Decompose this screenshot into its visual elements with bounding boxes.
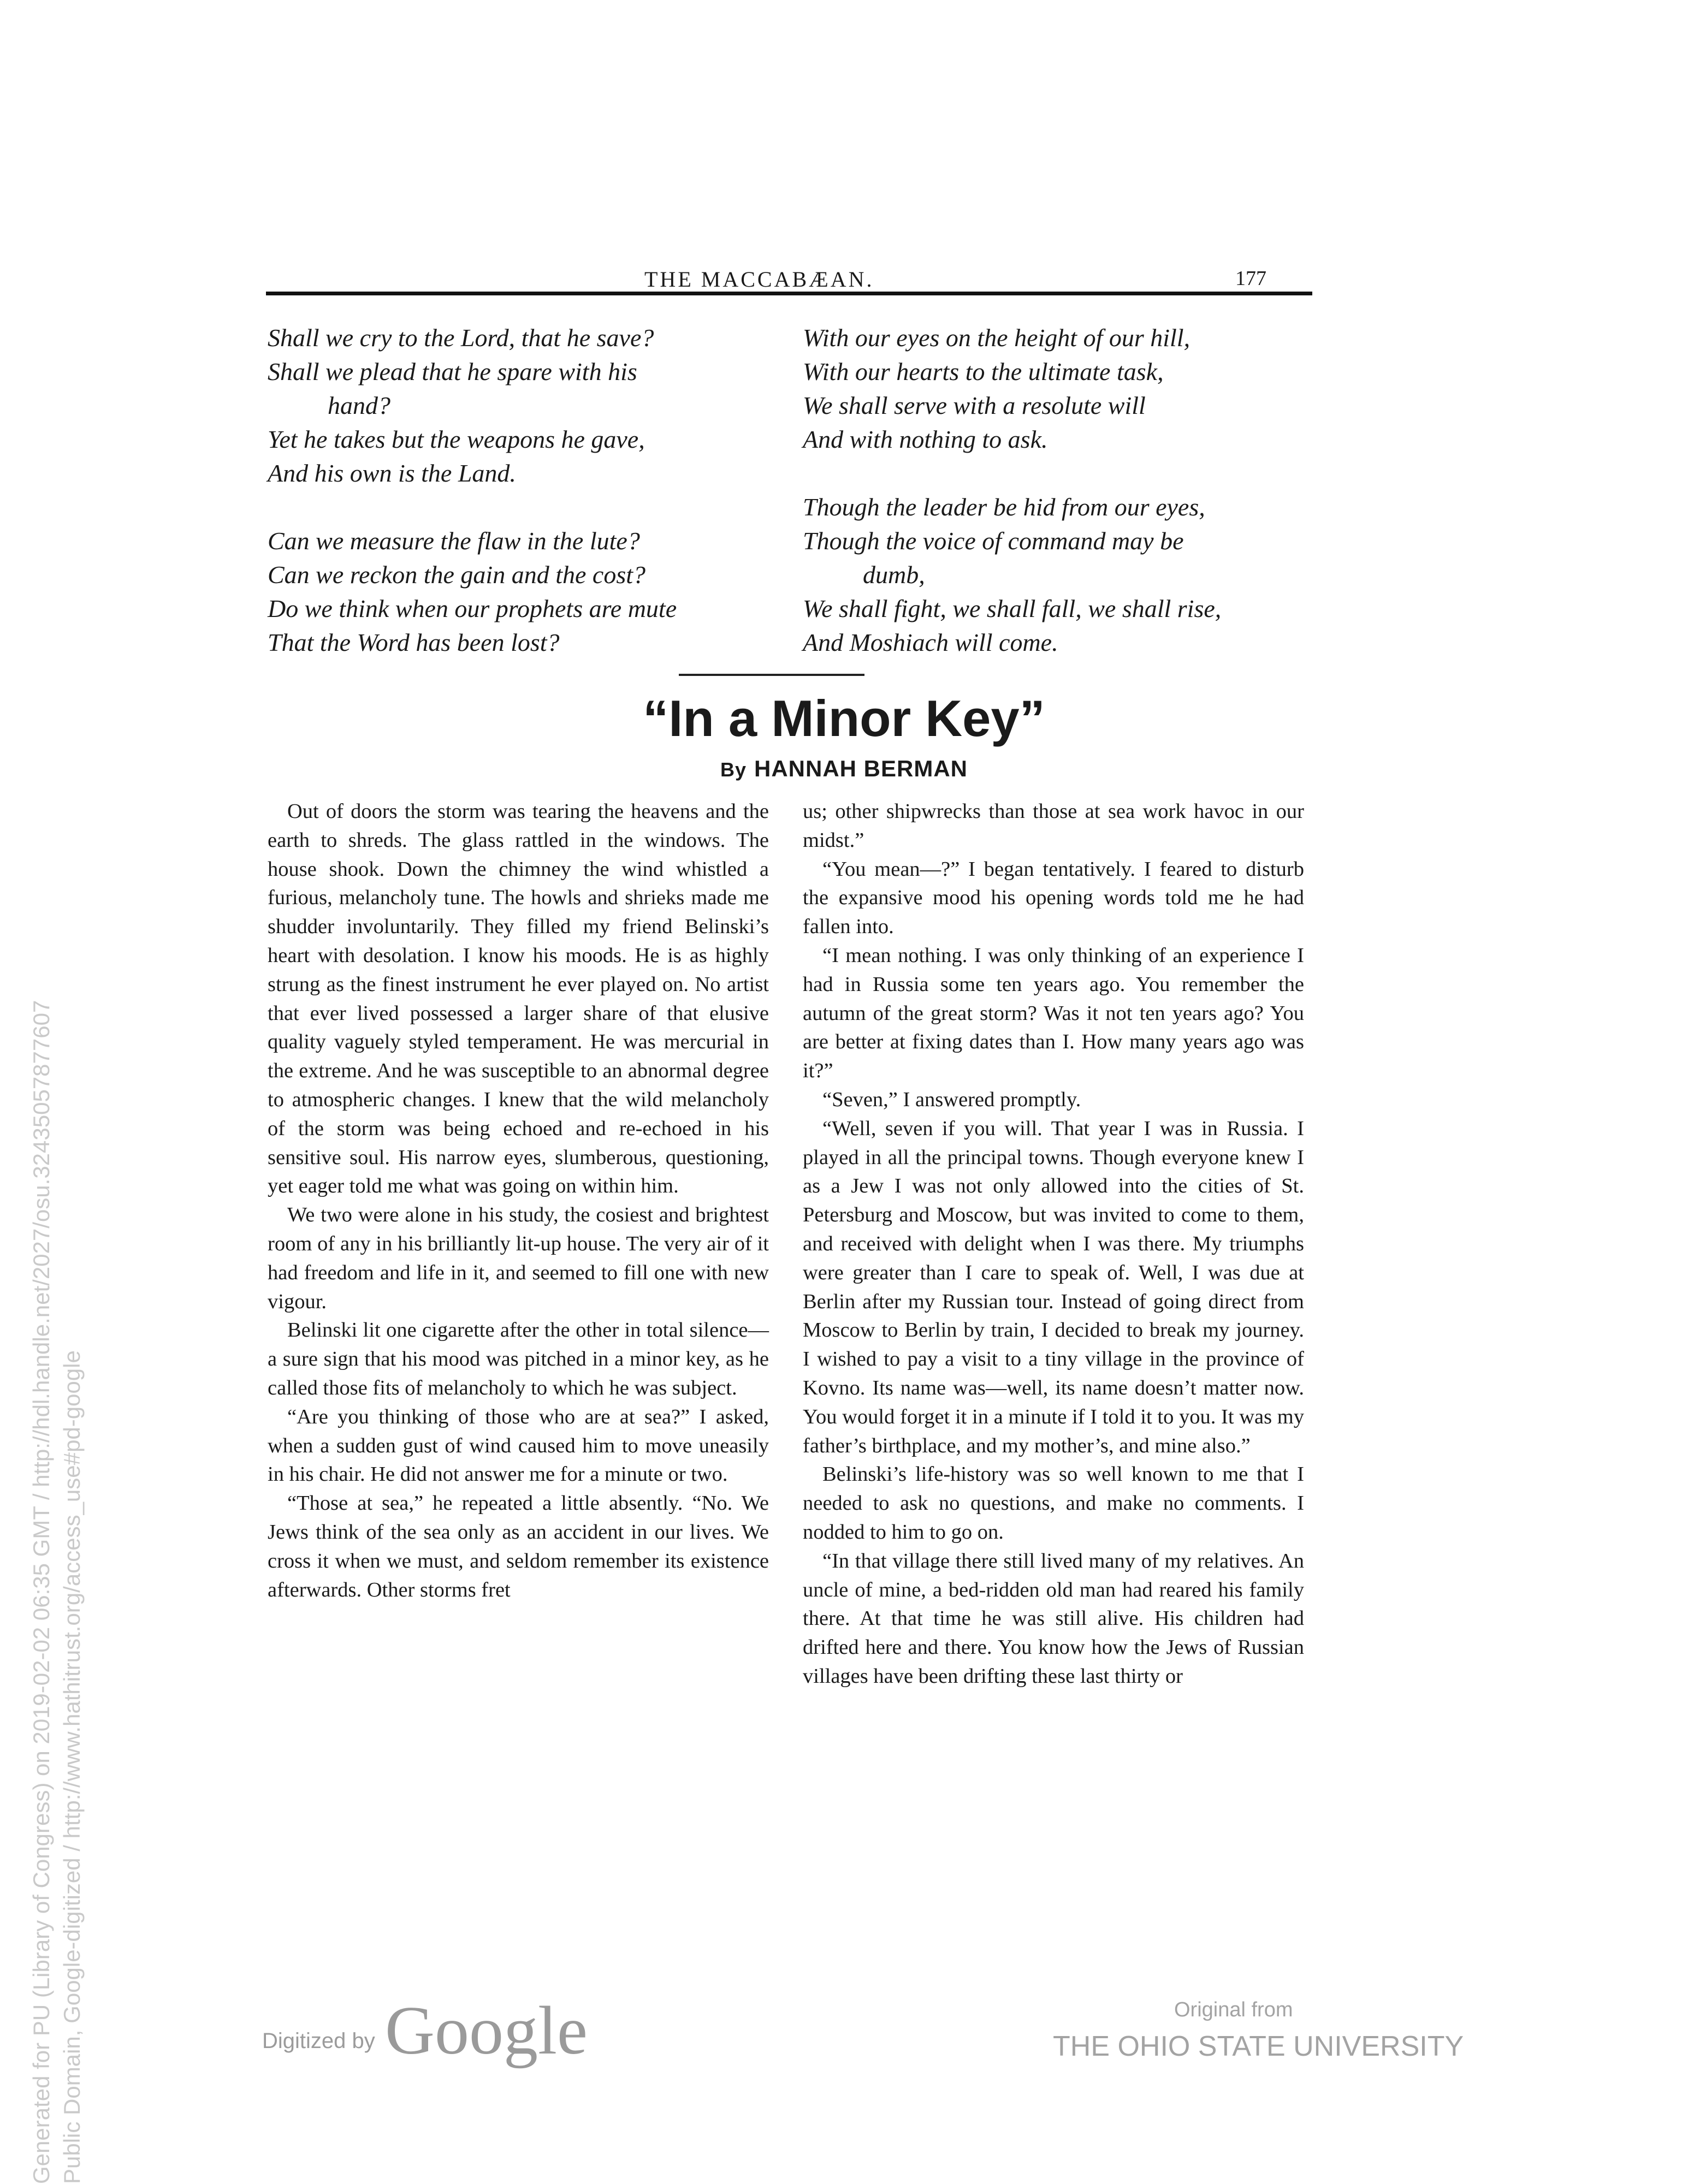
digitized-by-label: Digitized by: [262, 2029, 375, 2053]
header-rule: [266, 292, 1312, 295]
original-from-label: Original from: [1174, 1998, 1293, 2021]
page-number: 177: [1235, 267, 1266, 290]
watermark-line: Generated for PU (Library of Congress) on 2019-02-02 06:35 GMT / http://hdl.handle.net/2027/osu.32435057877607: [28, 1000, 54, 2184]
body-paragraph-continued: us; other shipwrecks than those at sea work havoc in our midst.”: [803, 800, 1304, 852]
body-paragraph: “I mean nothing. I was only thinking of an experience I had in Russia some ten years ago. You remember the autumn of the great storm? Was it not ten years ago? You are better at fixing dates than I. How many years ago was it?”: [803, 943, 1304, 1083]
poem-right-column: [803, 321, 1316, 693]
poem-line: And his own is the Land.: [268, 459, 516, 487]
body-paragraph: Out of doors the storm was tearing the heavens and the earth to shreds. The glass rattled in the windows. The house shook. Down the chimney the wind whistled a furious, melancholy tune. The howls and shrieks made me shudder involuntarily. They filled my friend Belinski’s heart with desolation. I know his moods. He is as highly strung as the finest instrument he ever played on. No artist that ever lived possessed a larger share of that elusive quality vaguely styled temperament. He was mercurial in the extreme. And he was susceptible to an abnormal degree to atmospheric changes. I knew that the wild melancholy of the storm was being echoed and re-echoed in his sensitive soul. His narrow eyes, slumberous, questioning, yet eager told me what was going on within him.: [268, 800, 769, 1198]
poem-line: We shall fight, we shall fall, we shall rise,: [803, 595, 1222, 622]
section-divider-rule: [679, 674, 864, 676]
body-paragraph: Belinski’s life-history was so well known to me that I needed to ask no questions, and make no comments. I nodded to him to go on.: [803, 1463, 1304, 1544]
poem-line: And with nothing to ask.: [803, 425, 1048, 453]
institution-name: THE OHIO STATE UNIVERSITY: [1053, 2031, 1464, 2062]
body-paragraph: “Are you thinking of those who are at sea?” I asked, when a sudden gust of wind caused him to move uneasily in his chair. He did not answer me for a minute or two.: [268, 1405, 769, 1486]
body-column-right: [803, 797, 1304, 1691]
poem-line: Shall we cry to the Lord, that he save?: [268, 324, 654, 352]
body-paragraph: “Those at sea,” he repeated a little absently. “No. We Jews think of the sea only as an accident in our lives. We cross it when we must, and seldom remember its existence afterwards. Other storms fret: [268, 1492, 769, 1601]
poem-stanza: [803, 321, 1316, 456]
running-title: THE MACCABÆAN.: [644, 267, 874, 292]
poem-line: And Moshiach will come.: [803, 628, 1058, 656]
poem-left-column: [268, 321, 775, 693]
watermark-line: Public Domain, Google-digitized / http://www.hathitrust.org/access_use#pd-google: [59, 1350, 85, 2184]
poem-line: Though the voice of command may be: [803, 527, 1184, 555]
poem-line: With our eyes on the height of our hill,: [803, 324, 1191, 352]
poem-line: hand?: [328, 391, 390, 419]
google-logo: Google: [385, 1993, 588, 2069]
body-paragraph: We two were alone in his study, the cosiest and brightest room of any in his brilliantly lit-up house. The very air of it had freedom and life in it, and seemed to fill one with new vigour.: [268, 1203, 769, 1313]
poem-line: Do we think when our prophets are mute: [268, 595, 677, 622]
author-name: HANNAH BERMAN: [754, 756, 968, 781]
poem-line: Can we measure the flaw in the lute?: [268, 527, 640, 555]
poem-line: Shall we plead that he spare with his: [268, 358, 637, 385]
body-paragraph: “In that village there still lived many of my relatives. An uncle of mine, a bed-ridden old man had reared his family there. At that time he was still alive. His children had drifted here and there. You know how the Jews of Russian villages have been drifting these last thirty or: [803, 1549, 1304, 1688]
poem-line: Though the leader be hid from our eyes,: [803, 493, 1205, 521]
poem-line: With our hearts to the ultimate task,: [803, 358, 1164, 385]
poem-line: That the Word has been lost?: [268, 628, 560, 656]
poem-stanza: [268, 524, 775, 660]
body-column-left: [268, 797, 769, 1604]
poem-line: Can we reckon the gain and the cost?: [268, 561, 645, 589]
body-paragraph: Belinski lit one cigarette after the other in total silence—a sure sign that his mood was pitched in a minor key, as he called those fits of melancholy to which he was subject.: [268, 1319, 769, 1399]
body-paragraph: “Seven,” I answered promptly.: [822, 1088, 1081, 1111]
byline: [0, 756, 1688, 782]
poem-line: We shall serve with a resolute will: [803, 391, 1146, 419]
body-paragraph: “You mean—?” I began tentatively. I feared to disturb the expansive mood his opening words told me he had fallen into.: [803, 857, 1304, 939]
body-paragraph: “Well, seven if you will. That year I was in Russia. I played in all the principal towns. Though everyone knew I as a Jew I was not only allowed into the cities of St. Petersburg and Moscow, but was invited to come to them, and received with delight when I was there. My triumphs were greater than I care to speak of. Well, I was due at Berlin after my Russian tour. Instead of going direct from Moscow to Berlin by train, I decided to break my journey. I wished to pay a visit to a tiny village in the province of Kovno. Its name was—well, its name doesn’t matter now. You would forget it in a minute if I told it to you. It was my father’s birthplace, and my mother’s, and mine also.”: [803, 1117, 1304, 1457]
poem-line: dumb,: [863, 561, 925, 589]
story-title: “In a Minor Key”: [643, 690, 1045, 747]
poem-stanza: [803, 490, 1316, 660]
side-watermark: [26, 808, 87, 2184]
poem-stanza: [268, 321, 775, 490]
poem-line: Yet he takes but the weapons he gave,: [268, 425, 645, 453]
byline-prefix: By: [720, 758, 747, 781]
